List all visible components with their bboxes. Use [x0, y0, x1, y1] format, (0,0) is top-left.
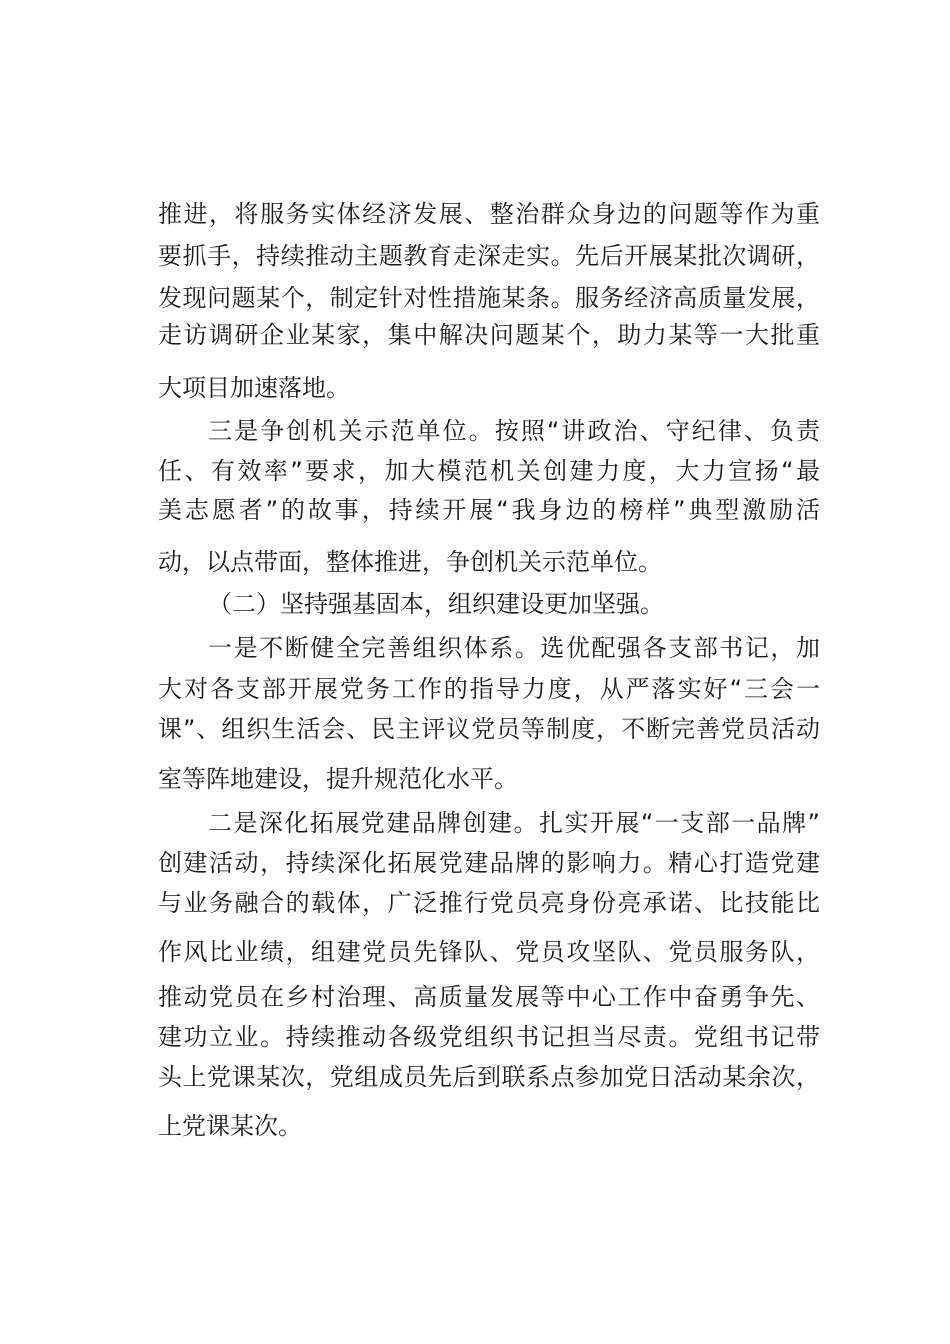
- text-line: 上党课某次。: [158, 1112, 302, 1140]
- text-line: 推进，将服务实体经济发展、整治群众身边的问题等作为重: [158, 200, 820, 228]
- text-line: 走访调研企业某家，集中解决问题某个，助力某等一大批重: [158, 321, 820, 349]
- text-line: 大对各支部开展党务工作的指导力度，从严落实好“三会一: [158, 675, 820, 703]
- text-line: 三是争创机关示范单位。按照“讲政治、守纪律、负责: [208, 417, 820, 445]
- section-heading: （二）坚持强基固本，组织建设更加坚强。: [208, 590, 664, 618]
- text-line: 室等阵地建设，提升规范化水平。: [158, 765, 518, 793]
- text-line: 推动党员在乡村治理、高质量发展等中心工作中奋勇争先、: [158, 983, 820, 1011]
- text-line: 作风比业绩，组建党员先锋队、党员攻坚队、党员服务队，: [158, 938, 820, 966]
- text-line: 与业务融合的载体，广泛推行党员亮身份亮承诺、比技能比: [158, 889, 820, 917]
- text-line: 建功立业。持续推动各级党组织书记担当尽责。党组书记带: [158, 1023, 820, 1051]
- text-line: 一是不断健全完善组织体系。选优配强各支部书记，加: [208, 634, 820, 662]
- text-line: 课”、组织生活会、民主评议党员等制度，不断完善党员活动: [158, 715, 820, 743]
- text-line: 要抓手，持续推动主题教育走深走实。先后开展某批次调研，: [158, 242, 820, 270]
- text-line: 任、有效率”要求，加大模范机关创建力度，大力宣扬“最: [158, 457, 820, 485]
- text-line: 美志愿者”的故事，持续开展“我身边的榜样”典型激励活: [158, 496, 820, 524]
- text-line: 创建活动，持续深化拓展党建品牌的影响力。精心打造党建: [158, 849, 820, 877]
- text-line: 头上党课某次，党组成员先后到联系点参加党日活动某余次，: [158, 1063, 820, 1091]
- text-line: 动，以点带面，整体推进，争创机关示范单位。: [158, 548, 662, 576]
- text-line: 二是深化拓展党建品牌创建。扎实开展“一支部一品牌”: [208, 809, 820, 837]
- text-line: 大项目加速落地。: [158, 374, 350, 402]
- text-line: 发现问题某个，制定针对性措施某条。服务经济高质量发展，: [158, 284, 820, 312]
